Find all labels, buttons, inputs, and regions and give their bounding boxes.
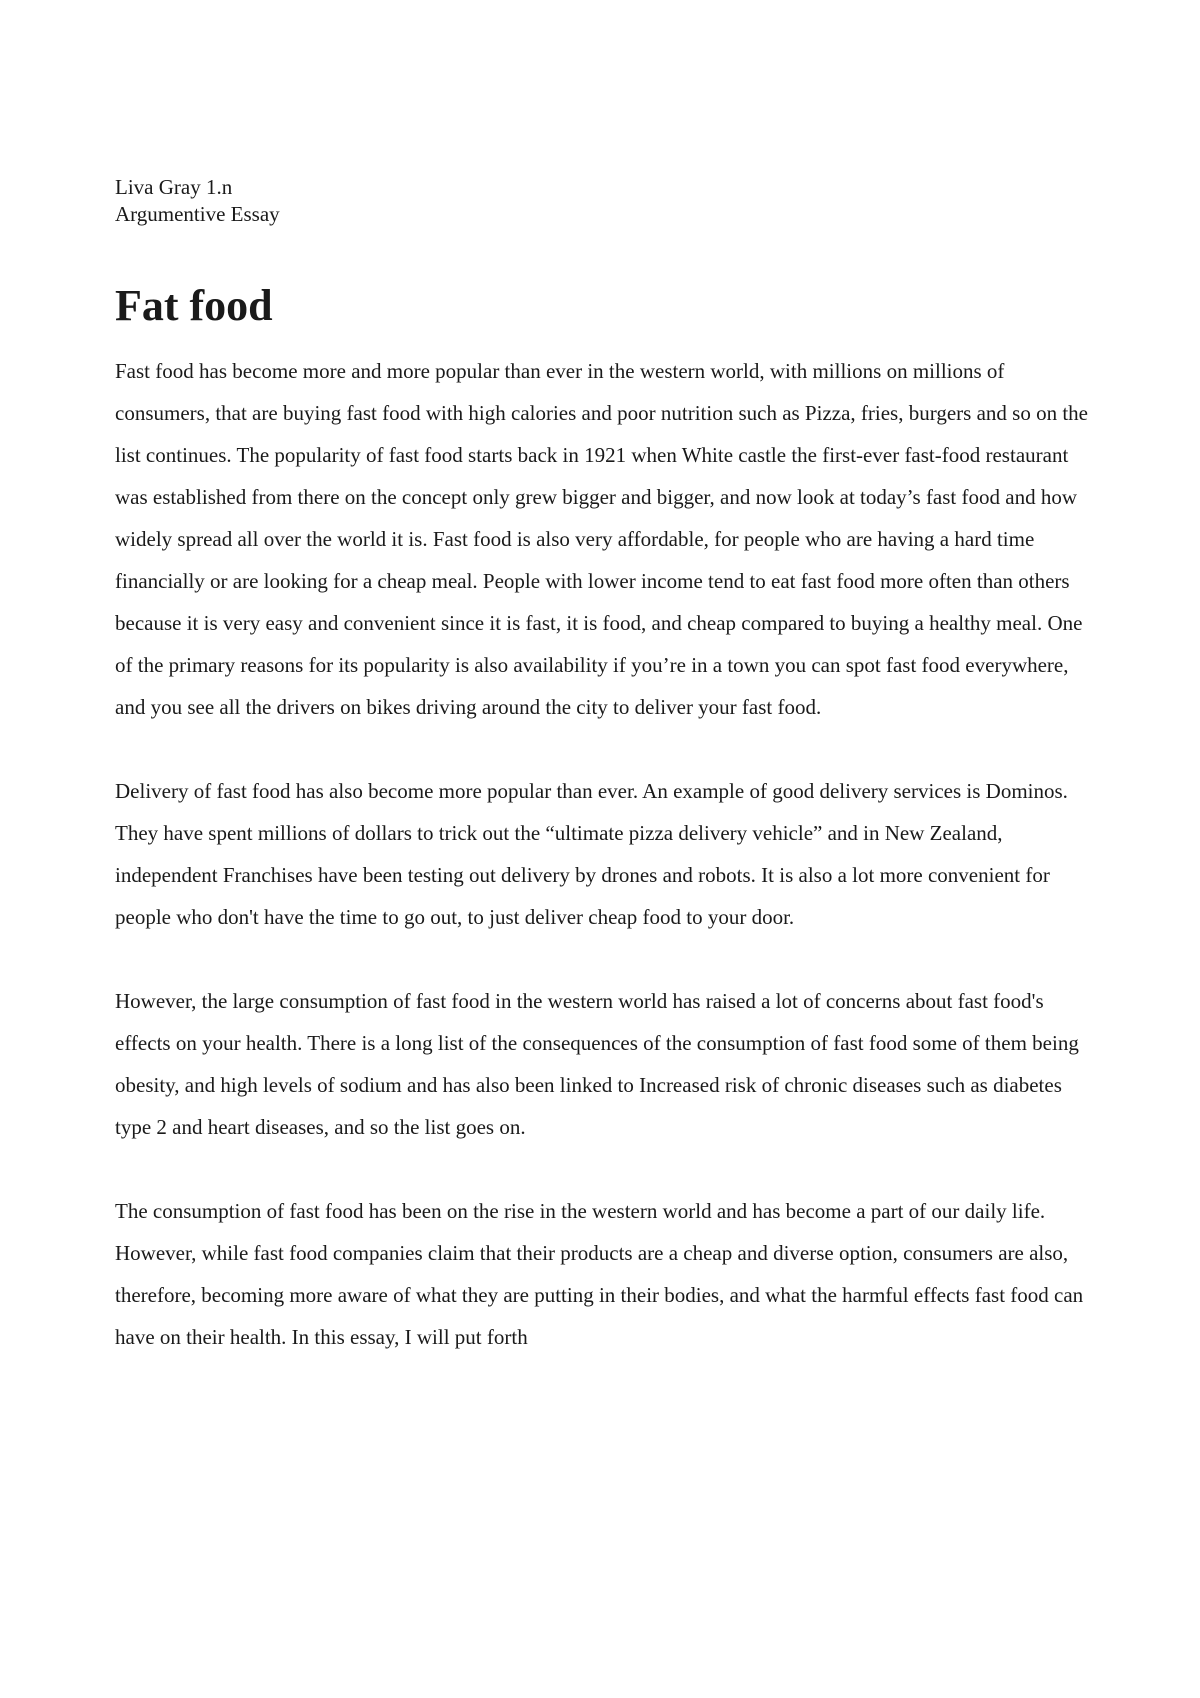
- paragraph-2: Delivery of fast food has also become more popular than ever. An example of good delivery services is Dominos. They have spent millions of dollars to trick out the “ultimate pizza delivery vehicle” and in New Zealand, independent Franchises have been testing out delivery by drones and robots. It is also a lot more convenient for people who don't have the time to go out, to just deliver cheap food to your door.: [115, 779, 1068, 929]
- paragraph-1: Fast food has become more and more popular than ever in the western world, with millions on millions of consumers, that are buying fast food with high calories and poor nutrition such as Pizza, fries, burgers and so on the list continues. The popularity of fast food starts back in 1921 when White castle the first-ever fast-food restaurant was established from there on the concept only grew bigger and bigger, and now look at today’s fast food and how widely spread all over the world it is. Fast food is also very affordable, for people who are having a hard time financially or are looking for a cheap meal. People with lower income tend to eat fast food more often than others because it is very easy and convenient since it is fast, it is food, and cheap compared to buying a healthy meal. One of the primary reasons for its popularity is also availability if you’re in a town you can spot fast food everywhere, and you see all the drivers on bikes driving around the city to deliver your fast food.: [115, 359, 1088, 719]
- author-line: Liva Gray 1.n: [115, 175, 233, 199]
- paragraph-4: The consumption of fast food has been on the rise in the western world and has become a part of our daily life. However, while fast food companies claim that their products are a cheap and diverse option, consumers are also, therefore, becoming more aware of what they are putting in their bodies, and what the harmful effects fast food can have on their health. In this essay, I will put forth: [115, 1199, 1084, 1349]
- essay-type-line: Argumentive Essay: [115, 202, 280, 226]
- paragraph-3: However, the large consumption of fast food in the western world has raised a lot of concerns about fast food's effects on your health. There is a long list of the consequences of the consumption of fast food some of them being obesity, and high levels of sodium and has also been linked to Increased risk of chronic diseases such as diabetes type 2 and heart diseases, and so the list goes on.: [115, 989, 1079, 1139]
- document-title: Fat food: [115, 281, 273, 330]
- essay-body: [115, 350, 1100, 1400]
- author-block: [115, 174, 280, 228]
